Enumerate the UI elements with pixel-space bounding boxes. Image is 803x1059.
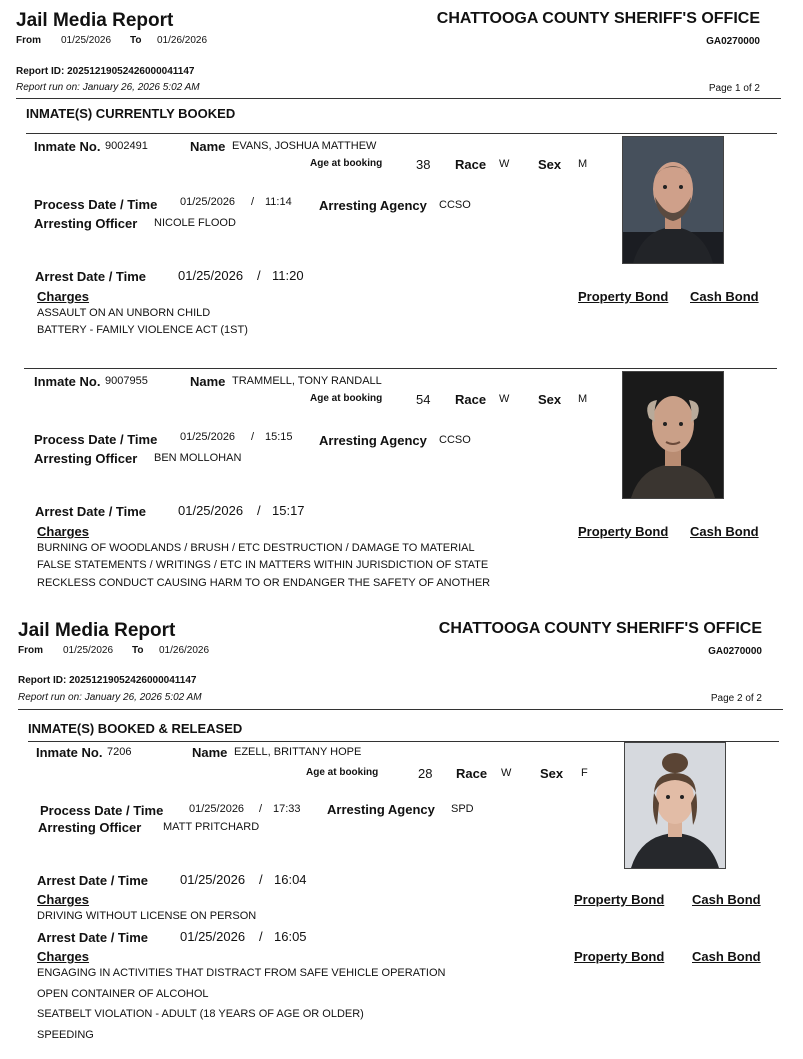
arresting-agency-label: Arresting Agency: [327, 802, 435, 817]
mugshot-trammell-icon: [623, 372, 723, 498]
age-label: Age at booking: [310, 158, 383, 169]
arrest-date-label: Arrest Date / Time: [35, 504, 147, 519]
age-label: Age at booking: [306, 767, 379, 778]
ori-code: GA0270000: [708, 646, 762, 657]
record-divider: [24, 368, 777, 369]
arrest-slash: /: [257, 503, 261, 518]
charge-item: SEATBELT VIOLATION - ADULT (18 YEARS OF AGE OR OLDER): [37, 1008, 364, 1020]
from-date: 01/25/2026: [63, 645, 114, 656]
name-label: Name: [190, 139, 226, 154]
inmate-no-label: Inmate No.: [36, 745, 103, 760]
inmate-name: EVANS, JOSHUA MATTHEW: [232, 140, 377, 152]
property-bond-header: Property Bond: [578, 289, 669, 304]
mugshot-evans-icon: [623, 137, 723, 263]
arresting-officer-value: BEN MOLLOHAN: [154, 452, 242, 464]
sex-value: M: [578, 158, 588, 170]
arresting-agency-value: CCSO: [439, 434, 471, 446]
arresting-agency-value: CCSO: [439, 199, 471, 211]
report-title: Jail Media Report: [18, 620, 176, 641]
inmate-name: EZELL, BRITTANY HOPE: [234, 746, 362, 758]
sex-value: F: [581, 767, 588, 779]
arrest-time-value: 16:04: [274, 872, 307, 887]
report-run-on: Report run on: January 26, 2026 5:02 AM: [18, 692, 202, 703]
charge-item: BURNING OF WOODLANDS / BRUSH / ETC DESTRUCTION / DAMAGE TO MATERIAL: [37, 542, 475, 554]
process-date-value: 01/25/2026: [180, 196, 236, 208]
mugshot-photo: [622, 136, 724, 264]
charge-item: OPEN CONTAINER OF ALCOHOL: [37, 988, 209, 1000]
arrest-slash: /: [259, 929, 263, 944]
race-label: Race: [455, 392, 487, 407]
to-date: 01/26/2026: [159, 645, 210, 656]
property-bond-header: Property Bond: [574, 892, 665, 907]
race-value: W: [499, 158, 510, 170]
header-divider: [18, 709, 783, 710]
arresting-officer-label: Arresting Officer: [34, 451, 138, 466]
sex-value: M: [578, 393, 588, 405]
arrest-date-value: 01/25/2026: [180, 872, 246, 887]
process-slash: /: [259, 803, 263, 815]
from-label: From: [18, 645, 43, 656]
charge-item: SPEEDING: [37, 1029, 94, 1041]
charge-item: DRIVING WITHOUT LICENSE ON PERSON: [37, 910, 257, 922]
report-id: Report ID: 20251219052426000041147: [18, 675, 197, 686]
sex-label: Sex: [538, 157, 562, 172]
process-date-value: 01/25/2026: [189, 803, 245, 815]
arrest-slash: /: [259, 872, 263, 887]
process-slash: /: [251, 196, 255, 208]
property-bond-header: Property Bond: [574, 949, 665, 964]
to-date: 01/26/2026: [157, 35, 208, 46]
section-divider: [26, 133, 777, 134]
arrest-date-value: 01/25/2026: [180, 929, 246, 944]
arresting-agency-label: Arresting Agency: [319, 198, 427, 213]
process-time-value: 15:15: [265, 431, 293, 443]
section-title-currently-booked: INMATE(S) CURRENTLY BOOKED: [26, 106, 236, 121]
sex-label: Sex: [538, 392, 562, 407]
from-label: From: [16, 35, 41, 46]
arresting-officer-value: MATT PRITCHARD: [163, 821, 260, 833]
page-number: Page 1 of 2: [708, 83, 760, 94]
age-label: Age at booking: [310, 393, 383, 404]
ori-code: GA0270000: [706, 36, 760, 47]
inmate-name: TRAMMELL, TONY RANDALL: [232, 375, 382, 387]
charge-item: FALSE STATEMENTS / WRITINGS / ETC IN MATTERS WITHIN JURISDICTION OF STATE: [37, 559, 489, 571]
race-label: Race: [455, 157, 487, 172]
arresting-agency-value: SPD: [451, 803, 474, 815]
charges-header: Charges: [37, 892, 90, 907]
inmate-no-label: Inmate No.: [34, 374, 101, 389]
process-slash: /: [251, 431, 255, 443]
from-date: 01/25/2026: [61, 35, 112, 46]
cash-bond-header: Cash Bond: [690, 524, 759, 539]
sex-label: Sex: [540, 766, 564, 781]
arrest-date-value: 01/25/2026: [178, 268, 244, 283]
inmate-no-value: 7206: [107, 746, 132, 758]
process-time-value: 17:33: [273, 803, 301, 815]
arresting-officer-value: NICOLE FLOOD: [154, 217, 236, 229]
cash-bond-header: Cash Bond: [692, 892, 761, 907]
inmate-no-label: Inmate No.: [34, 139, 101, 154]
mugshot-photo: [624, 742, 726, 869]
cash-bond-header: Cash Bond: [690, 289, 759, 304]
agency-name: CHATTOOGA COUNTY SHERIFF'S OFFICE: [438, 620, 762, 637]
arrest-time-value: 15:17: [272, 503, 305, 518]
charges-header: Charges: [37, 524, 90, 539]
mugshot-ezell-icon: [625, 743, 725, 868]
age-value: 28: [418, 766, 433, 781]
arrest-date-label: Arrest Date / Time: [37, 873, 149, 888]
arrest-date-value: 01/25/2026: [178, 503, 244, 518]
process-time-value: 11:14: [265, 196, 292, 208]
report-title: Jail Media Report: [16, 10, 174, 31]
property-bond-header: Property Bond: [578, 524, 669, 539]
process-date-label: Process Date / Time: [40, 803, 164, 818]
age-value: 54: [416, 392, 431, 407]
race-value: W: [501, 767, 512, 779]
charge-item: BATTERY - FAMILY VIOLENCE ACT (1ST): [37, 324, 248, 336]
arrest-time-value: 11:20: [272, 268, 304, 283]
process-date-label: Process Date / Time: [34, 432, 158, 447]
arresting-officer-label: Arresting Officer: [34, 216, 138, 231]
arrest-date-label: Arrest Date / Time: [37, 930, 149, 945]
mugshot-photo: [622, 371, 724, 499]
to-label: To: [132, 645, 144, 656]
arresting-agency-label: Arresting Agency: [319, 433, 427, 448]
age-value: 38: [416, 157, 431, 172]
charge-item: RECKLESS CONDUCT CAUSING HARM TO OR ENDANGER THE SAFETY OF ANOTHER: [37, 577, 491, 589]
race-label: Race: [456, 766, 488, 781]
to-label: To: [130, 35, 142, 46]
name-label: Name: [190, 374, 226, 389]
agency-name: CHATTOOGA COUNTY SHERIFF'S OFFICE: [436, 10, 760, 27]
process-date-value: 01/25/2026: [180, 431, 236, 443]
report-id: Report ID: 20251219052426000041147: [16, 66, 195, 77]
charges-header: Charges: [37, 949, 90, 964]
charge-item: ENGAGING IN ACTIVITIES THAT DISTRACT FROM SAFE VEHICLE OPERATION: [37, 967, 446, 979]
report-run-on: Report run on: January 26, 2026 5:02 AM: [16, 82, 200, 93]
race-value: W: [499, 393, 510, 405]
process-date-label: Process Date / Time: [34, 197, 158, 212]
page-number: Page 2 of 2: [710, 693, 762, 704]
section-title-booked-released: INMATE(S) BOOKED & RELEASED: [28, 721, 243, 736]
arrest-date-label: Arrest Date / Time: [35, 269, 147, 284]
arrest-slash: /: [257, 268, 261, 283]
inmate-no-value: 9007955: [105, 375, 148, 387]
arrest-time-value: 16:05: [274, 929, 307, 944]
charges-header: Charges: [37, 289, 90, 304]
charge-item: ASSAULT ON AN UNBORN CHILD: [37, 307, 211, 319]
inmate-no-value: 9002491: [105, 140, 148, 152]
arresting-officer-label: Arresting Officer: [38, 820, 142, 835]
cash-bond-header: Cash Bond: [692, 949, 761, 964]
name-label: Name: [192, 745, 228, 760]
header-divider: [16, 98, 781, 99]
